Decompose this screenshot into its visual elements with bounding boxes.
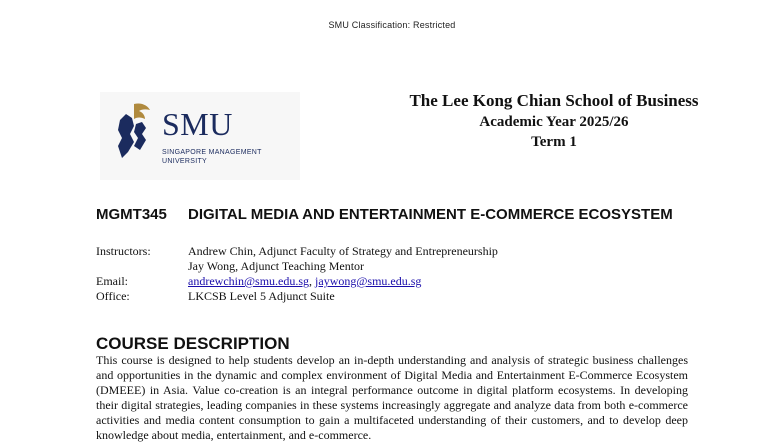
smu-logo	[100, 92, 300, 180]
instructors-row	[96, 244, 716, 259]
email-link-jay[interactable]: jaywong@smu.edu.sg	[315, 274, 422, 288]
term: Term 1	[531, 134, 577, 150]
logo-subtitle-line2: UNIVERSITY	[162, 158, 208, 165]
logo-wordmark: SMU	[162, 106, 233, 142]
office-label: Office:	[96, 289, 130, 303]
instructor-2: Jay Wong, Adjunct Teaching Mentor	[188, 259, 365, 273]
logo-subtitle-line1: SINGAPORE MANAGEMENT	[162, 149, 262, 156]
instructors-label-spacer	[96, 259, 188, 274]
instructors-row-2	[96, 259, 716, 274]
email-separator: ,	[309, 274, 316, 288]
course-info	[96, 244, 716, 304]
instructors-label: Instructors:	[96, 244, 151, 258]
school-title: The Lee Kong Chian School of Business	[409, 91, 699, 110]
course-description-heading: COURSE DESCRIPTION	[96, 334, 290, 353]
instructor-1: Andrew Chin, Adjunct Faculty of Strategy and Entrepreneurship	[188, 244, 498, 258]
logo-subtitle	[162, 148, 262, 166]
academic-year: Academic Year 2025/26	[479, 114, 629, 130]
email-values	[188, 274, 716, 289]
office-value: LKCSB Level 5 Adjunct Suite	[188, 289, 335, 303]
email-row	[96, 274, 716, 289]
school-header	[300, 90, 780, 152]
course-description-body: This course is designed to help students develop an in-depth understanding and analysis of strategic business challenges and opportunities in the dynamic and complex environment of Digital Media and Entertainment E-Commerce Ecosystem (DMEEE) in Asia. Value co-creation is an integral performance outcome in digital platform ecosystems. In developing their digital strategies, leading companies in these systems increasingly aggregate and analyze data from both e-commerce activities and media content consumption to gain a multifaceted understanding of their customers, and to develop deep knowledge about media, entertainment, and e-commerce.	[96, 353, 688, 442]
email-link-andrew[interactable]: andrewchin@smu.edu.sg	[188, 274, 310, 288]
classification-label: SMU Classification: Restricted	[328, 20, 456, 30]
office-row	[96, 289, 716, 304]
email-label: Email:	[96, 274, 128, 288]
smu-lion-emblem-icon	[112, 100, 158, 162]
course-code: MGMT345	[96, 206, 167, 223]
course-title: DIGITAL MEDIA AND ENTERTAINMENT E-COMMERCE ECOSYSTEM	[188, 206, 673, 223]
